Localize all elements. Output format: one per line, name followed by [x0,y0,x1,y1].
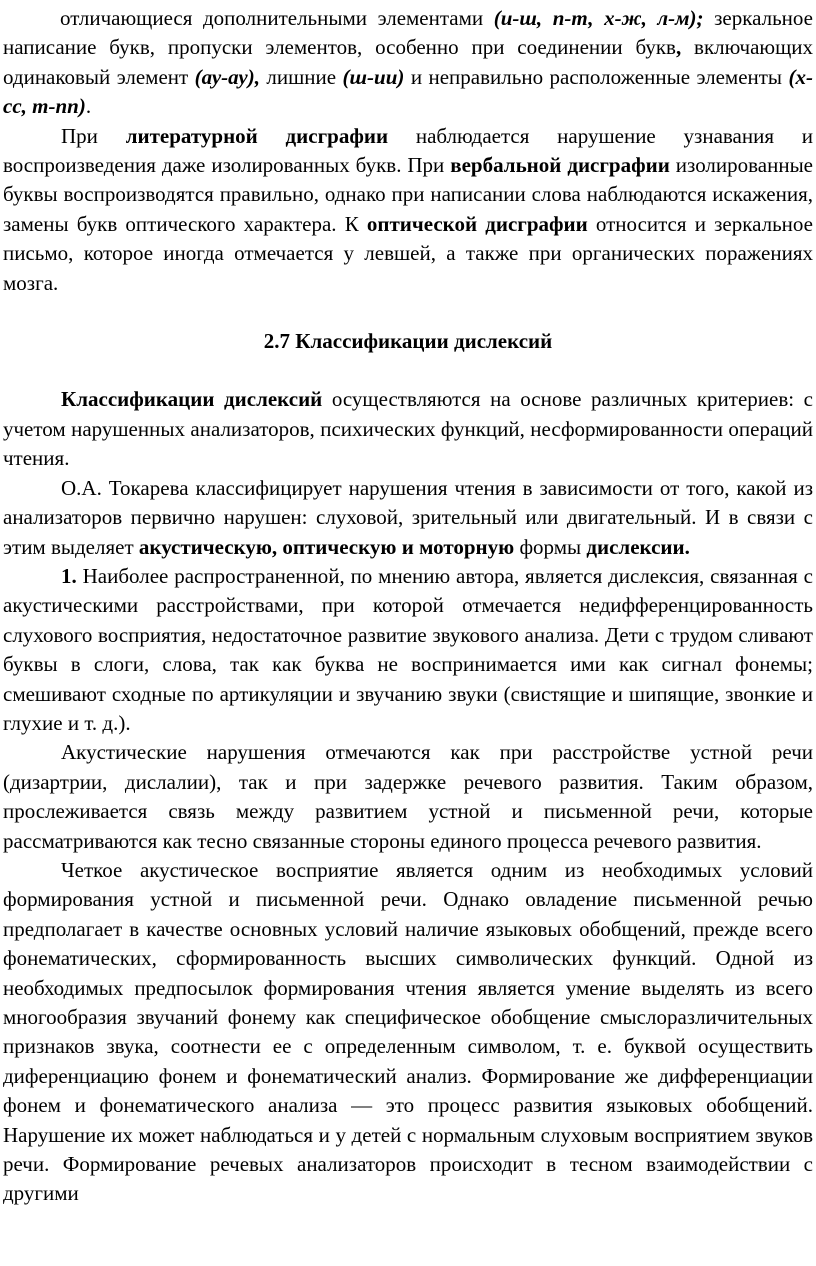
text: формы [514,534,587,559]
text: включающих одинаковый элемент [3,35,813,89]
term: Классификации дислексий [61,387,323,412]
paragraph-acoustic-dyslexia [3,562,813,738]
text: изолированные буквы воспроизводятся правильно, однако при написании слова наблюдаются искажения, замены букв оптического характера. К [3,153,814,236]
text: осуществляются на основе различных критериев: с учетом нарушенных анализаторов, психических функций, несформированности операций чтения. [3,387,813,471]
term: литературной дисграфии [125,123,389,148]
text: . [85,94,92,119]
paragraph-acoustic-disorders: Акустические нарушения отмечаются как при расстройстве устной речи (дизартрии, дислалии), так и при задержке речевого развития. Таким образом, прослеживается связь между развитием устной и письменной речи, которые рассматриваются как тесно связанные стороны единого процесса речевого развития. [3,740,813,853]
text: относится и зеркальное письмо, которое иногда отмечается у левшей, а также при органических поражениях мозга. [3,211,813,295]
example-letters: (х-сс, т-пп) [3,64,813,119]
example-letters: (ау-ау), [194,64,260,89]
paragraph-tokareva [3,474,813,562]
text: лишние [259,64,343,89]
term: оптической дисграфии [366,211,588,236]
term: акустическую, оптическую и моторную [138,534,515,559]
paragraph-continuation [3,4,813,122]
term: дислексии. [586,534,690,559]
text: , [675,35,682,60]
paragraph-acoustic-perception: Четкое акустическое восприятие является одним из необходимых условий формирования устной и письменной речи. Однако овладение письменной речью предполагает в качестве основных условий наличие языковых обобщений, прежде всего фонематических, сформированность высших символических функций. Одной из необходимых предпосылок формирования чтения является умение выделять из всего многообразия звучаний фонему как специфическое обобщение смыслоразличительных признаков звука, соотнести ее с определенным символом, т. е. буквой осуществить диференциацию фонем и фонематический анализ. Формирование же дифференциации фонем и фонематического анализа — это процесс развития языковых обобщений. Нарушение их может наблюдаться и у детей с нормальным слуховым восприятием звуков речи. Формирование речевых анализаторов происходит в тесном взаимодействии с другими [3,857,813,1206]
example-letters: (и-ш, п-т, х-ж, л-м); [493,6,704,30]
text: Наиболее распространенной, по мнению автора, является дислексия, связанная с акустическими расстройствами, при которой отмечается недифференцированность слухового восприятия, недостаточное развитие звукового анализа. Дети с трудом сливают буквы в слоги, слова, так как буква не воспринимается ими как сигнал фонемы; смешивают сходные по артикуляции и звучанию звуки (свистящие и шипящие, звонкие и глухие и т. д.). [3,563,813,735]
paragraph-classifications [3,385,813,473]
term: вербальной дисграфии [450,153,670,178]
paragraph-dysgraphia-types [3,122,813,298]
list-number: 1. [61,563,77,588]
text: наблюдается нарушение узнавания и воспроизведения даже изолированных букв. При [3,123,814,178]
text: отличающиеся дополнительными элементами [60,6,494,30]
section-heading: 2.7 Классификации дислексий [263,329,553,354]
text: При [61,123,126,148]
text: зеркальное написание букв, пропуски элементов, особенно при соединении букв [3,6,814,60]
text: О.А. Токарева классифицирует нарушения чтения в зависимости от того, какой из анализаторов первично нарушен: слуховой, зрительный или двигательный. И в связи с этим выделяет [3,475,813,559]
example-letters: (ш-ии) [342,64,405,89]
text: и неправильно расположенные элементы [404,64,789,89]
